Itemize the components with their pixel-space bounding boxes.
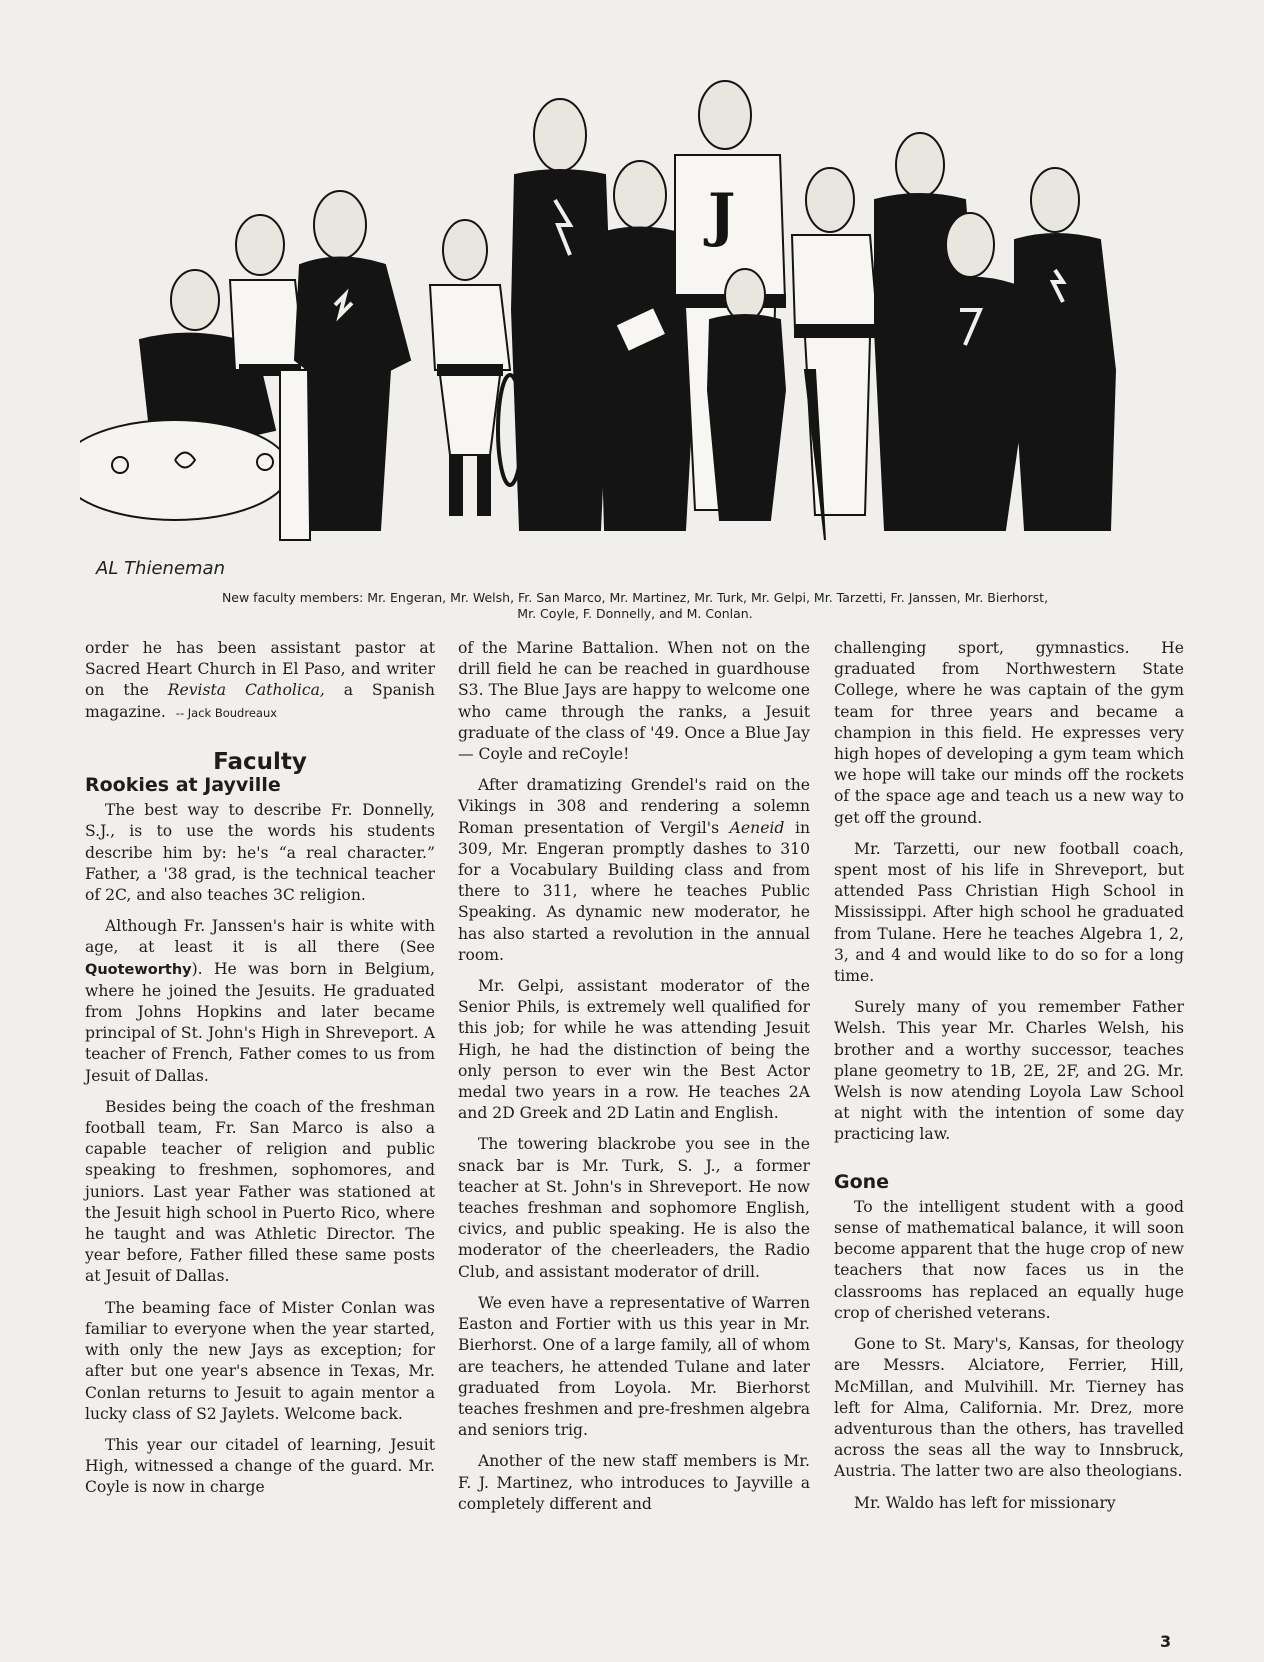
artist-signature: AL Thieneman <box>96 558 225 579</box>
figure-martinez <box>430 220 522 515</box>
caption-line-2: Mr. Coyle, F. Donnelly, and M. Conlan. <box>517 606 753 621</box>
paragraph-welsh: Surely many of you remember Father Welsh. This year Mr. Charles Welsh, his brother and a worthy successor, teaches plane geometry to 1B, 2E, 2F, and 2G. Mr. Welsh is now atending Loyola Law School at night with the intention of some day practicing law. <box>834 998 1184 1144</box>
photo-caption <box>90 590 1180 622</box>
paragraph-engeran <box>458 775 810 966</box>
page-number: 3 <box>1160 1632 1172 1651</box>
janssen-text-a: Although Fr. Janssen's hair is white with age, at least it is all there (See <box>85 917 435 957</box>
byline: -- Jack Boudreaux <box>175 705 278 720</box>
engeran-text-a: After dramatizing Grendel's raid on the Vikings in 308 and rendering a solemn Roman presentation of Vergil's <box>458 776 810 837</box>
intro-end: a Spanish magazine. <box>85 681 435 721</box>
paragraph-donnelly: The best way to describe Fr. Donnelly, S.J., is to use the words his students describe him by: he's “a real character.” Father, a '38 grad, is the technical teacher of 2C, and also teaches 3C religion. <box>85 801 435 905</box>
paragraph-waldo: Mr. Waldo has left for missionary <box>854 1493 1116 1512</box>
intro-paragraph <box>85 638 435 724</box>
quoteworthy-ref: Quoteworthy <box>85 961 192 978</box>
caption-line-1: New faculty members: Mr. Engeran, Mr. Welsh, Fr. San Marco, Mr. Martinez, Mr. Turk, Mr. Gelpi, Mr. Tarzetti, Fr. Janssen, Mr. Bierhorst, <box>221 590 1049 605</box>
section-title-faculty: Faculty <box>213 748 307 775</box>
subsection-title-rookies: Rookies at Jayville <box>85 774 281 797</box>
figure-bierhorst <box>792 168 878 540</box>
paragraph-tarzetti: Mr. Tarzetti, our new football coach, spent most of his life in Shreveport, but attended Pass Christian High School in Mississippi. After high school he graduated from Tulane. Here he teaches Algebra 1, 2, 3, and 4 and would like to do so for a long time. <box>834 839 1184 986</box>
paragraph-san-marco: Besides being the coach of the freshman football team, Fr. San Marco is also a capable teacher of religion and public speaking to freshmen, sophomores, and juniors. Last year Father was stationed at the Jesuit high school in Puerto Rico, where he taught and was Athletic Director. The year before, Father filled these same posts at Jesuit of Dallas. <box>85 1097 435 1286</box>
intro-italic: Revista Catholica, <box>167 681 325 700</box>
figure-conlan <box>1015 168 1115 530</box>
paragraph-coyle: This year our citadel of learning, Jesuit High, witnessed a change of the guard. Mr. Coyle is now in charge <box>85 1435 435 1497</box>
paragraph-turk: The towering blackrobe you see in the snack bar is Mr. Turk, S. J., a former teacher at St. John's in Shreveport. He now teaches freshman and sophomore English, civics, and public speaking. He is also the moderator of the cheerleaders, the Radio Club, and assistant moderator of drill. <box>458 1135 810 1281</box>
subsection-title-gone: Gone <box>834 1170 890 1193</box>
paragraph-gone-intro: To the intelligent student with a good sense of mathematical balance, it will soon become apparent that the huge crop of new teachers that now faces us in the classrooms has replaced an equally huge crop of cherished veterans. <box>834 1197 1184 1322</box>
faculty-cartoon-illustration <box>80 70 1180 590</box>
paragraph-gelpi: Mr. Gelpi, assistant moderator of the Senior Phils, is extremely well qualified for this job; for while he was attending Jesuit High, he had the distinction of being the only person to ever win the Best Actor medal two years in a row. He teaches 2A and 2D Greek and 2D Latin and English. <box>458 977 810 1123</box>
paragraph-coyle-cont: of the Marine Battalion. When not on the drill field he can be reached in guardhouse S3. The Blue Jays are happy to welcome one who came through the ranks, a Jesuit graduate of the class of '49. Once a Blue Jay — Coyle and reCoyle! <box>458 639 810 764</box>
j-letter: J <box>708 181 736 249</box>
janssen-text-b: ). He was born in Belgium, where he joined the Jesuits. He graduated from Johns Hopkins and later became principal of St. John's High in Shreveport. A teacher of French, Father comes to us from Jesuit of Dallas. <box>85 959 435 1085</box>
column-1 <box>85 638 435 1509</box>
figure-san-marco <box>295 191 410 530</box>
intro-text: order he has been assistant pastor at Sacred Heart Church in El Paso, and writer on the <box>85 639 435 700</box>
paragraph-martinez-cont: challenging sport, gymnastics. He graduated from Northwestern State College, where he was captain of the gym team for three years and became a champion in this field. He expresses very high hopes of developing a gym team which we hope will take our minds off the rockets of the space age and teach us a new way to get off the ground. <box>834 639 1184 827</box>
column-3 <box>834 638 1184 1524</box>
engeran-text-b: in 309, Mr. Engeran promptly dashes to 310 for a Vocabulary Building class and from there to 311, where he teaches Public Speaking. As dynamic new moderator, he has also started a revolution in the annual room. <box>458 818 810 964</box>
aeneid-title: Aeneid <box>729 818 785 837</box>
paragraph-gone-theology: Gone to St. Mary's, Kansas, for theology are Messrs. Alciatore, Ferrier, Hill, McMillan, and Mulvihill. Mr. Tierney has left for Alma, California. Mr. Drez, more adventurous than the others, has travelled across the seas all the way to Innsbruck, Austria. The latter two are also theologians. <box>834 1335 1184 1481</box>
paragraph-bierhorst: We even have a representative of Warren Easton and Fortier with us this year in Mr. Bierhorst. One of a large family, all of whom are teachers, he attended Tulane and later graduated from Loyola. Mr. Bierhorst teaches freshmen and pre-freshmen algebra and seniors trig. <box>458 1293 810 1440</box>
paragraph-martinez: Another of the new staff members is Mr. F. J. Martinez, who introduces to Jayville a completely different and <box>458 1452 810 1513</box>
column-2 <box>458 638 810 1525</box>
paragraph-conlan: The beaming face of Mister Conlan was familiar to everyone when the year started, with only the new Jays as exception; for after but one year's absence in Texas, Mr. Conlan returns to Jesuit to again mentor a lucky class of S2 Jaylets. Welcome back. <box>85 1298 435 1423</box>
paragraph-janssen <box>85 916 435 1087</box>
figure-turk <box>512 99 610 530</box>
